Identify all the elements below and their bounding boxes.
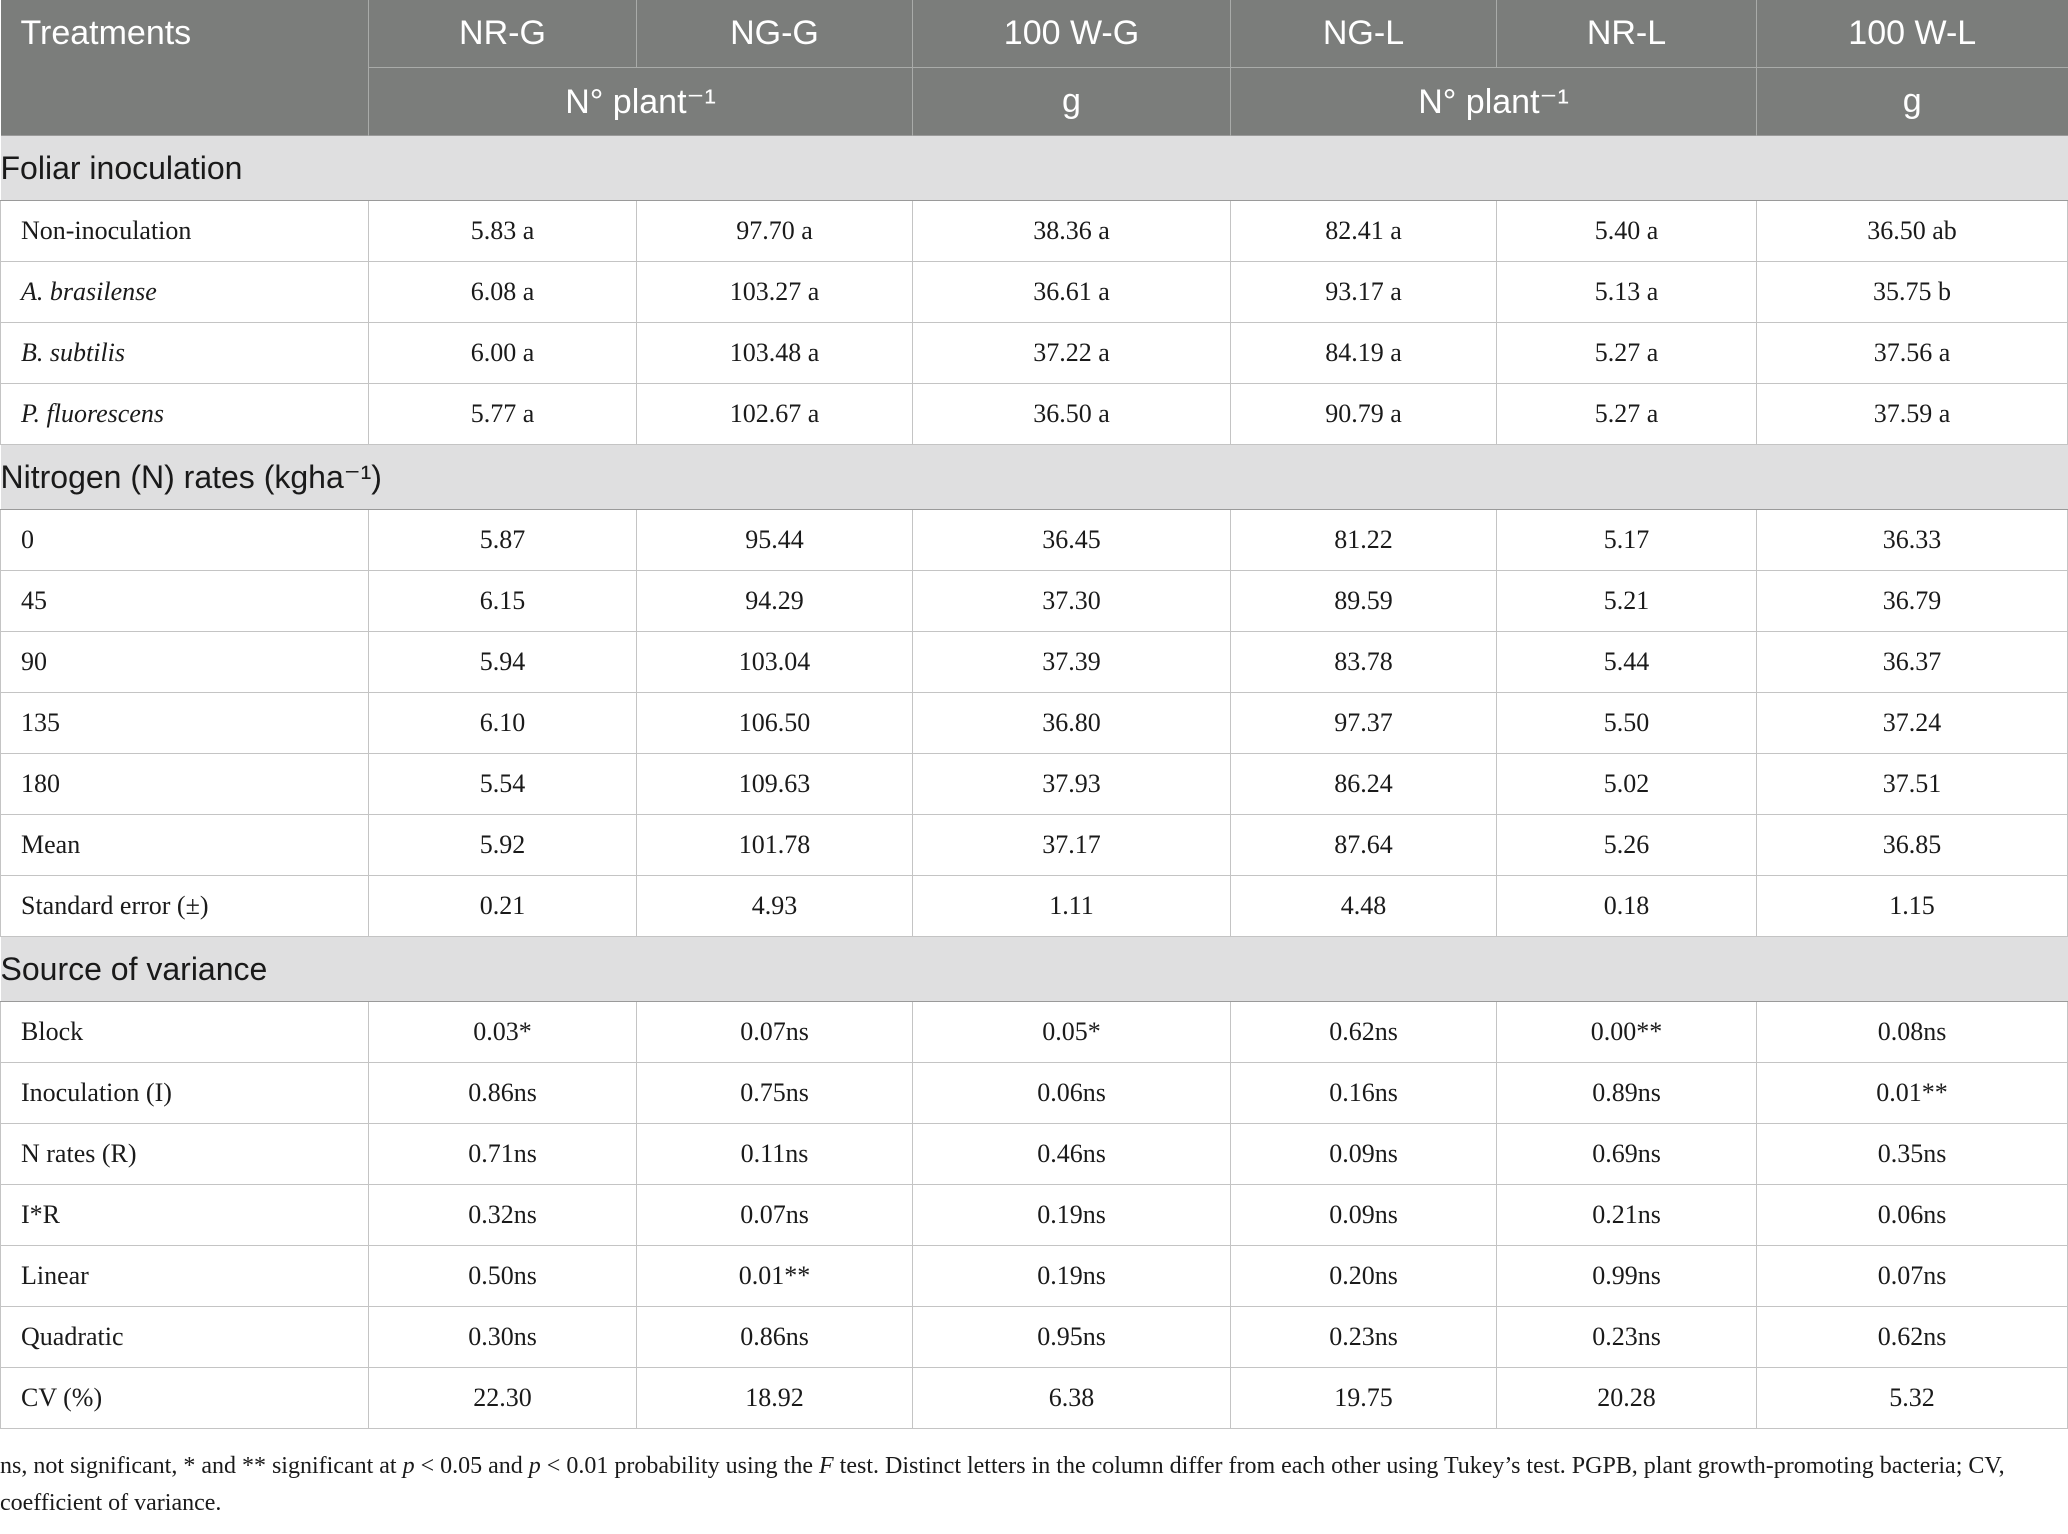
table-row — [1, 323, 2068, 384]
section-title-nitrogen: Nitrogen (N) rates (kgha⁻¹) — [1, 445, 2068, 510]
table-cell: 5.17 — [1497, 510, 1757, 571]
row-label: 90 — [1, 632, 369, 693]
table-cell: 37.39 — [913, 632, 1231, 693]
table-cell: 87.64 — [1231, 815, 1497, 876]
header-ng-l: NG-L — [1231, 0, 1497, 68]
row-label: Quadratic — [1, 1307, 369, 1368]
row-label: 45 — [1, 571, 369, 632]
table-cell: 0.01** — [1757, 1063, 2068, 1124]
footnote-p-symbol-2: p — [528, 1453, 541, 1479]
table-cell: 36.79 — [1757, 571, 2068, 632]
row-label: B. subtilis — [1, 323, 369, 384]
footnote-part-4: test. Distinct letters in the column differ from each other using Tukey’s test. PGPB, plant growth-promoting bacteria; CV, coefficient of variance. — [0, 1453, 2005, 1516]
table-cell: 36.61 a — [913, 262, 1231, 323]
table-cell: 0.89ns — [1497, 1063, 1757, 1124]
table-cell: 0.35ns — [1757, 1124, 2068, 1185]
table-cell: 6.15 — [369, 571, 637, 632]
table-cell: 5.40 a — [1497, 201, 1757, 262]
table-cell: 0.30ns — [369, 1307, 637, 1368]
table-cell: 0.18 — [1497, 876, 1757, 937]
table-cell: 5.26 — [1497, 815, 1757, 876]
table-cell: 36.80 — [913, 693, 1231, 754]
table-cell: 102.67 a — [637, 384, 913, 445]
table-cell: 5.21 — [1497, 571, 1757, 632]
header-100w-l: 100 W-L — [1757, 0, 2068, 68]
table-cell: 0.07ns — [1757, 1246, 2068, 1307]
table-cell: 106.50 — [637, 693, 913, 754]
row-label: CV (%) — [1, 1368, 369, 1429]
table-cell: 37.22 a — [913, 323, 1231, 384]
table-cell: 0.01** — [637, 1246, 913, 1307]
footnote-p-symbol-1: p — [402, 1453, 415, 1479]
row-label: P. fluorescens — [1, 384, 369, 445]
table-cell: 0.07ns — [637, 1002, 913, 1063]
table-row — [1, 1368, 2068, 1429]
table-cell: 5.50 — [1497, 693, 1757, 754]
units-empty-cell — [1, 68, 369, 136]
table-cell: 0.62ns — [1231, 1002, 1497, 1063]
table-cell: 37.93 — [913, 754, 1231, 815]
table-row — [1, 632, 2068, 693]
table-cell: 37.59 a — [1757, 384, 2068, 445]
table-cell: 36.45 — [913, 510, 1231, 571]
table-cell: 89.59 — [1231, 571, 1497, 632]
table-cell: 0.95ns — [913, 1307, 1231, 1368]
table-cell: 0.86ns — [369, 1063, 637, 1124]
section-title-variance: Source of variance — [1, 937, 2068, 1002]
footnote-part-3: < 0.01 probability using the — [540, 1453, 819, 1479]
table-cell: 109.63 — [637, 754, 913, 815]
table-cell: 0.00** — [1497, 1002, 1757, 1063]
row-label: I*R — [1, 1185, 369, 1246]
table-cell: 84.19 a — [1231, 323, 1497, 384]
table-cell: 5.92 — [369, 815, 637, 876]
table-cell: 95.44 — [637, 510, 913, 571]
table-cell: 82.41 a — [1231, 201, 1497, 262]
units-group-4: g — [1757, 68, 2068, 136]
row-label: N rates (R) — [1, 1124, 369, 1185]
table-cell: 0.20ns — [1231, 1246, 1497, 1307]
row-label: 180 — [1, 754, 369, 815]
row-label: Inoculation (I) — [1, 1063, 369, 1124]
table-cell: 18.92 — [637, 1368, 913, 1429]
table-cell: 0.69ns — [1497, 1124, 1757, 1185]
table-cell: 36.50 ab — [1757, 201, 2068, 262]
table-cell: 36.50 a — [913, 384, 1231, 445]
table-cell: 0.06ns — [1757, 1185, 2068, 1246]
table-cell: 0.07ns — [637, 1185, 913, 1246]
nitrogen-section — [1, 445, 2068, 937]
table-cell: 0.03* — [369, 1002, 637, 1063]
table-row — [1, 876, 2068, 937]
foliar-section — [1, 136, 2068, 445]
table-cell: 103.04 — [637, 632, 913, 693]
table-row — [1, 262, 2068, 323]
table-row — [1, 754, 2068, 815]
table-cell: 36.37 — [1757, 632, 2068, 693]
variance-section — [1, 937, 2068, 1429]
table-row — [1, 201, 2068, 262]
table-cell: 93.17 a — [1231, 262, 1497, 323]
table-row — [1, 510, 2068, 571]
units-row — [1, 68, 2068, 136]
table-cell: 97.70 a — [637, 201, 913, 262]
row-label: Linear — [1, 1246, 369, 1307]
table-cell: 103.27 a — [637, 262, 913, 323]
table-row — [1, 1185, 2068, 1246]
table-cell: 4.93 — [637, 876, 913, 937]
table-cell: 5.77 a — [369, 384, 637, 445]
header-row — [1, 0, 2068, 68]
header-treatments: Treatments — [1, 0, 369, 68]
header-100w-g: 100 W-G — [913, 0, 1231, 68]
table-cell: 0.32ns — [369, 1185, 637, 1246]
table-cell: 0.19ns — [913, 1246, 1231, 1307]
header-nr-g: NR-G — [369, 0, 637, 68]
units-group-3: N° plant⁻¹ — [1231, 68, 1757, 136]
table-row — [1, 1246, 2068, 1307]
table-cell: 6.08 a — [369, 262, 637, 323]
table-cell: 0.09ns — [1231, 1185, 1497, 1246]
table-cell: 6.10 — [369, 693, 637, 754]
units-group-2: g — [913, 68, 1231, 136]
table-cell: 90.79 a — [1231, 384, 1497, 445]
table-cell: 0.86ns — [637, 1307, 913, 1368]
table-row — [1, 815, 2068, 876]
table-cell: 5.87 — [369, 510, 637, 571]
table-cell: 19.75 — [1231, 1368, 1497, 1429]
footnote-part-2: < 0.05 and — [414, 1453, 529, 1479]
table-cell: 37.56 a — [1757, 323, 2068, 384]
table-cell: 0.05* — [913, 1002, 1231, 1063]
table-cell: 5.94 — [369, 632, 637, 693]
table-cell: 22.30 — [369, 1368, 637, 1429]
table-cell: 0.23ns — [1497, 1307, 1757, 1368]
table-cell: 94.29 — [637, 571, 913, 632]
footnote-part-1: ns, not significant, * and ** significant at — [0, 1453, 403, 1479]
table-cell: 0.09ns — [1231, 1124, 1497, 1185]
table-cell: 0.11ns — [637, 1124, 913, 1185]
table-cell: 0.21ns — [1497, 1185, 1757, 1246]
table-cell: 6.38 — [913, 1368, 1231, 1429]
row-label: Non-inoculation — [1, 201, 369, 262]
table-cell: 0.16ns — [1231, 1063, 1497, 1124]
units-group-1: N° plant⁻¹ — [369, 68, 913, 136]
table-cell: 0.62ns — [1757, 1307, 2068, 1368]
row-label: A. brasilense — [1, 262, 369, 323]
table-row — [1, 1124, 2068, 1185]
table-cell: 0.21 — [369, 876, 637, 937]
table-cell: 4.48 — [1231, 876, 1497, 937]
header-nr-l: NR-L — [1497, 0, 1757, 68]
table-cell: 0.23ns — [1231, 1307, 1497, 1368]
table-cell: 0.08ns — [1757, 1002, 2068, 1063]
row-label: Mean — [1, 815, 369, 876]
table-cell: 83.78 — [1231, 632, 1497, 693]
footnote-f-symbol: F — [818, 1453, 834, 1479]
table-cell: 5.83 a — [369, 201, 637, 262]
table-cell: 81.22 — [1231, 510, 1497, 571]
table-cell: 36.33 — [1757, 510, 2068, 571]
table-cell: 0.46ns — [913, 1124, 1231, 1185]
table-cell: 37.51 — [1757, 754, 2068, 815]
table-cell: 36.85 — [1757, 815, 2068, 876]
table-cell: 0.19ns — [913, 1185, 1231, 1246]
table-cell: 37.30 — [913, 571, 1231, 632]
row-label: Standard error (±) — [1, 876, 369, 937]
table-cell: 38.36 a — [913, 201, 1231, 262]
table-cell: 37.24 — [1757, 693, 2068, 754]
section-header-foliar — [1, 136, 2068, 201]
table-row — [1, 1063, 2068, 1124]
table-cell: 5.32 — [1757, 1368, 2068, 1429]
table-cell: 0.71ns — [369, 1124, 637, 1185]
table-cell: 5.44 — [1497, 632, 1757, 693]
row-label: 135 — [1, 693, 369, 754]
table-row — [1, 693, 2068, 754]
table-cell: 0.99ns — [1497, 1246, 1757, 1307]
table-cell: 1.15 — [1757, 876, 2068, 937]
section-header-variance — [1, 937, 2068, 1002]
table-cell: 37.17 — [913, 815, 1231, 876]
table-cell: 5.02 — [1497, 754, 1757, 815]
table-cell: 86.24 — [1231, 754, 1497, 815]
table-cell: 5.27 a — [1497, 323, 1757, 384]
table-cell: 0.06ns — [913, 1063, 1231, 1124]
table-cell: 101.78 — [637, 815, 913, 876]
table-row — [1, 1002, 2068, 1063]
table-cell: 0.50ns — [369, 1246, 637, 1307]
table-row — [1, 1307, 2068, 1368]
row-label: 0 — [1, 510, 369, 571]
table-cell: 20.28 — [1497, 1368, 1757, 1429]
section-header-nitrogen — [1, 445, 2068, 510]
table-cell: 35.75 b — [1757, 262, 2068, 323]
table-row — [1, 571, 2068, 632]
row-label: Block — [1, 1002, 369, 1063]
table-cell: 1.11 — [913, 876, 1231, 937]
table-cell: 6.00 a — [369, 323, 637, 384]
table-footnote — [0, 1448, 2060, 1522]
section-title-foliar: Foliar inoculation — [1, 136, 2068, 201]
table-cell: 0.75ns — [637, 1063, 913, 1124]
table-cell: 103.48 a — [637, 323, 913, 384]
table-row — [1, 384, 2068, 445]
table-cell: 5.27 a — [1497, 384, 1757, 445]
header-ng-g: NG-G — [637, 0, 913, 68]
table-cell: 5.54 — [369, 754, 637, 815]
table-cell: 5.13 a — [1497, 262, 1757, 323]
table-cell: 97.37 — [1231, 693, 1497, 754]
